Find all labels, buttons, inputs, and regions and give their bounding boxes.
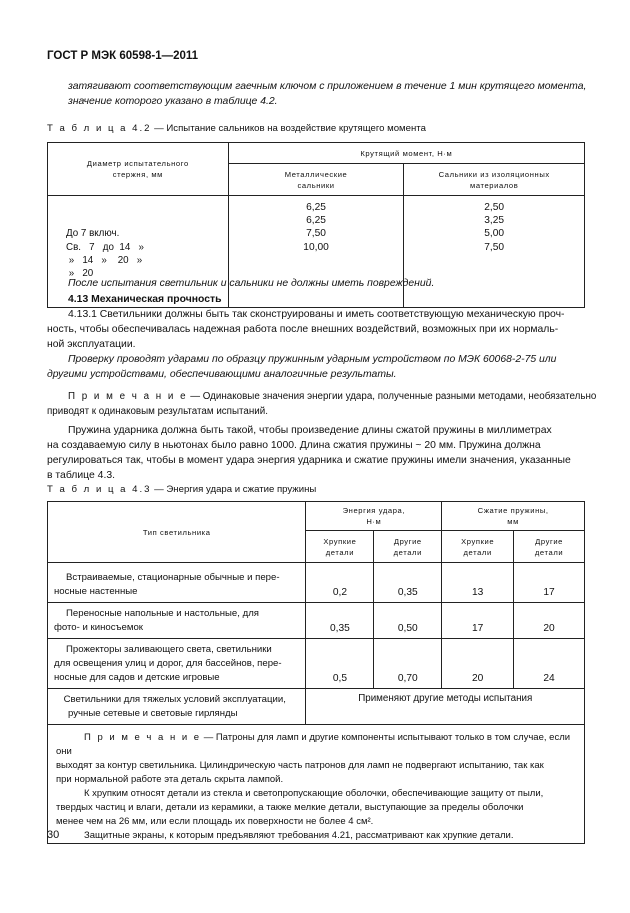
impact-energy-header: Энергия удара, Н·м (306, 502, 442, 531)
table-4-3-caption (47, 484, 316, 495)
row-4-desc: Светильники для тяжелых условий эксплуатации, ручные сетевые и световые гирлянды (48, 689, 306, 725)
check-line-2: другими устройствами, обеспечивающими аналогичные результаты. (47, 369, 397, 380)
row-1-desc: Встраиваемые, стационарные обычные и пере- носные настенные (48, 563, 306, 603)
table-4-3-note: П р и м е ч а н и е — Патроны для ламп и другие компоненты испытывают только в том случае, если они выходят за контур светильника. Цилиндрическую часть патронов для ламп не подвергают испытанию, так как при нормальной работе эта деталь скрыта лампой. К хрупким относят детали из стекла и светопропускающие оболочки, обеспечивающие защиту от пыли, твердых частиц и влаги, детали из керамики, а также мелкие детали, выступающие за пределы оболочки менее чем на 26 мм, или если площадь их поверхности не более 4 см². Защитные экраны, к которым предъявляют требования 4.21, рассматривают как хрупкие детали. (48, 725, 585, 844)
row-2-compress-fragile: 17 (442, 603, 514, 639)
diameter-header: Диаметр испытательного стержня, мм (48, 143, 229, 196)
table-row (48, 689, 585, 725)
insulating-values-column: 2,50 3,25 5,00 7,50 (404, 196, 585, 308)
table-4-3 (47, 501, 585, 844)
row-1-energy-fragile: 0,2 (306, 563, 374, 603)
metal-glands-header: Металлические сальники (228, 164, 404, 196)
row-3-energy-other: 0,70 (374, 639, 442, 689)
caption-label: Т а б л и ц а 4.3 (47, 484, 152, 495)
torque-header: Крутящий момент, Н·м (228, 143, 584, 164)
table-row (48, 639, 585, 689)
caption-text: — Энергия удара и сжатие пружины (151, 484, 317, 495)
row-2-compress-other: 20 (514, 603, 585, 639)
row-2-desc: Переносные напольные и настольные, для фото- и киносъемок (48, 603, 306, 639)
row-3-compress-fragile: 20 (442, 639, 514, 689)
energy-fragile-header: Хрупкие детали (306, 531, 374, 563)
spring-line-1: Пружина ударника должна быть такой, чтобы произведение длины сжатой пружины в миллиметрах (68, 425, 552, 436)
note-1-line-1: П р и м е ч а н и е — Одинаковые значения энергии удара, полученные разными методами, необязательно (68, 391, 597, 402)
page-number: 30 (47, 829, 60, 841)
para-4-13-1-line-3: ной эксплуатации. (47, 339, 136, 350)
note-1-line-2: приводят к одинаковым результатам испытаний. (47, 406, 268, 417)
spring-line-2: на создаваемую силу в ньютонах было равно 1000. Длина сжатия пружины ~ 20 мм. Пружина должна (47, 440, 541, 451)
row-3-energy-fragile: 0,5 (306, 639, 374, 689)
row-3-compress-other: 24 (514, 639, 585, 689)
para-4-13-1-line-1: 4.13.1 Светильники должны быть так сконструированы и иметь соответствующую механическую проч- (68, 309, 565, 320)
row-1-compress-other: 17 (514, 563, 585, 603)
row-3-desc: Прожекторы заливающего света, светильники для освещения улиц и дорог, для бассейнов, пере- носные для садов и детские игровые (48, 639, 306, 689)
compress-other-header: Другие детали (514, 531, 585, 563)
caption-label: Т а б л и ц а 4.2 (47, 123, 152, 134)
table-note-row (48, 725, 585, 844)
metal-values-column: 6,25 6,25 7,50 10,00 (228, 196, 404, 308)
compress-fragile-header: Хрупкие детали (442, 531, 514, 563)
table-row (48, 603, 585, 639)
diameter-column: До 7 включ. Св. 7 до 14 » » 14 » 20 » » 20 (48, 196, 229, 308)
row-4-value: Применяют другие методы испытания (306, 689, 585, 725)
after-test-text: После испытания светильник и сальники не должны иметь повреждений. (68, 278, 435, 289)
row-2-energy-other: 0,50 (374, 603, 442, 639)
intro-line-1: затягивают соответствующим гаечным ключом с приложением в течение 1 мин крутящего момента, (68, 81, 587, 92)
luminaire-type-header: Тип светильника (48, 502, 306, 563)
caption-text: — Испытание сальников на воздействие крутящего момента (151, 123, 426, 134)
intro-line-2: значение которого указано в таблице 4.2. (68, 96, 278, 107)
table-4-2-caption (47, 123, 426, 134)
section-4-13-title: 4.13 Механическая прочность (68, 294, 222, 305)
row-1-compress-fragile: 13 (442, 563, 514, 603)
table-row (48, 563, 585, 603)
energy-other-header: Другие детали (374, 531, 442, 563)
document-header: ГОСТ Р МЭК 60598-1—2011 (47, 50, 199, 62)
spring-line-3: регулироваться так, чтобы в момент удара энергия ударника и сжатие пружины имели значения, указанные (47, 455, 571, 466)
spring-compression-header: Сжатие пружины, мм (442, 502, 585, 531)
row-2-energy-fragile: 0,35 (306, 603, 374, 639)
check-line-1: Проверку проводят ударами по образцу пружинным ударным устройством по МЭК 60068-2-75 или (68, 354, 557, 365)
row-1-energy-other: 0,35 (374, 563, 442, 603)
insulating-glands-header: Сальники из изоляционных материалов (404, 164, 585, 196)
para-4-13-1-line-2: ность, чтобы обеспечивалась надежная работа после внешних воздействий, возможных при их нормаль- (47, 324, 559, 335)
spring-line-4: в таблице 4.3. (47, 470, 116, 481)
